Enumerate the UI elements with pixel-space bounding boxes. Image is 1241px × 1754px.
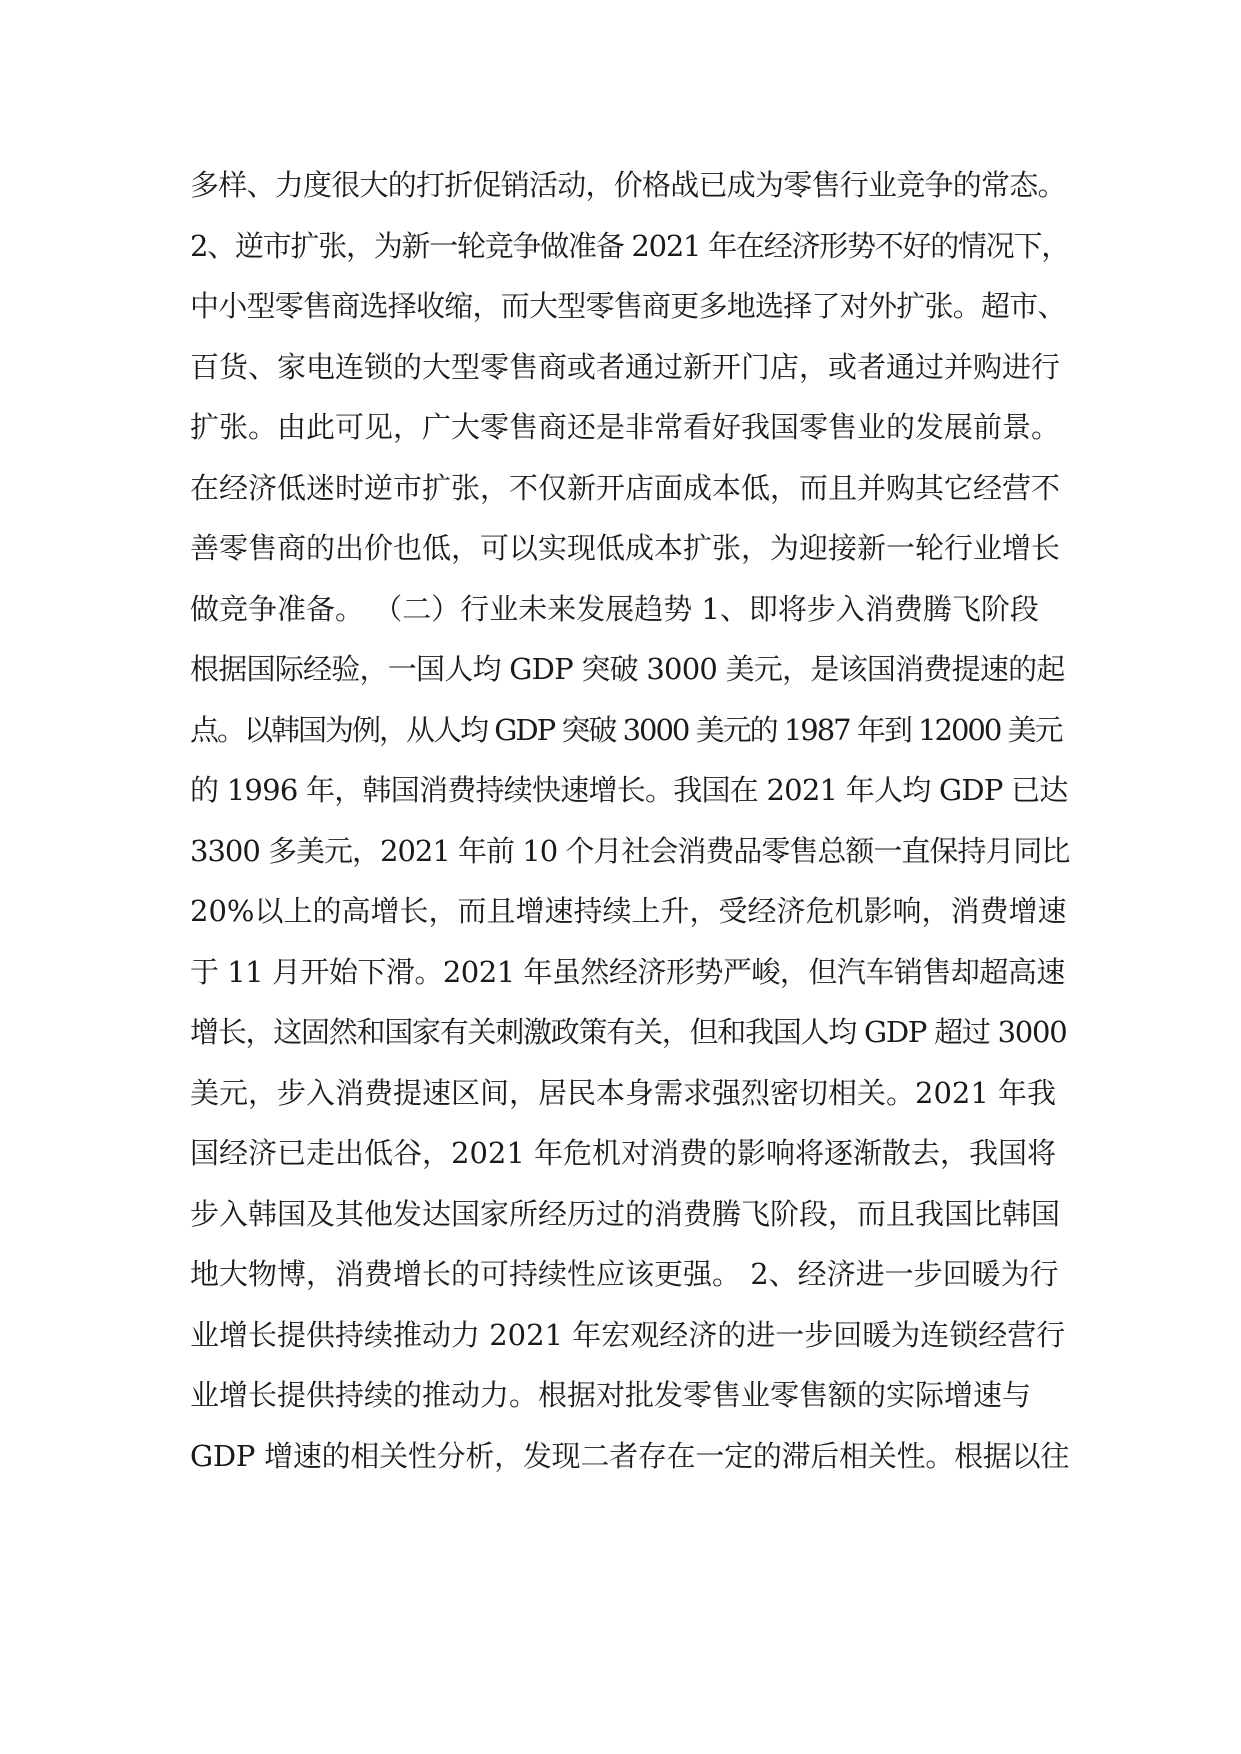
text-line-22: GDP 增速的相关性分析，发现二者存在一定的滞后相关性。根据以往 (190, 1438, 1070, 1473)
text-line-12: 3300 多美元，2021 年前 10 个月社会消费品零售总额一直保持月同比 (190, 833, 1070, 868)
text-line-13: 20%以上的高增长，而且增速持续上升，受经济危机影响，消费增速 (190, 894, 1067, 928)
text-line-3: 中小型零售商选择收缩，而大型零售商更多地选择了对外扩张。超市、 (190, 289, 1066, 323)
body-text (190, 155, 1070, 1486)
text-line-11: 的 1996 年，韩国消费持续快速增长。我国在 2021 年人均 GDP 已达 (190, 773, 1068, 807)
text-line-21: 业增长提供持续的推动力。根据对批发零售业零售额的实际增速与 (190, 1378, 1032, 1412)
text-line-4: 百货、家电连锁的大型零售商或者通过新开门店，或者通过并购进行 (190, 349, 1061, 384)
text-line-15: 增长，这固然和国家有关刺激政策有关，但和我国人均 GDP 超过 3000 (190, 1015, 1067, 1049)
text-line-9: 根据国际经验，一国人均 GDP 突破 3000 美元，是该国消费提速的起 (190, 652, 1065, 686)
text-line-17: 国经济已走出低谷，2021 年危机对消费的影响将逐渐散去，我国将 (190, 1136, 1057, 1170)
text-line-18: 步入韩国及其他发达国家所经历过的消费腾飞阶段，而且我国比韩国 (190, 1196, 1061, 1231)
text-line-16: 美元，步入消费提速区间，居民本身需求强烈密切相关。2021 年我 (190, 1075, 1057, 1110)
text-line-2: 2、逆市扩张，为新一轮竞争做准备 2021 年在经济形势不好的情况下， (190, 228, 1069, 263)
text-line-1: 多样、力度很大的打折促销活动，价格战已成为零售行业竞争的常态。 (190, 168, 1066, 202)
text-line-7: 善零售商的出价也低，可以实现低成本扩张，为迎接新一轮行业增长 (190, 531, 1061, 565)
text-line-6: 在经济低迷时逆市扩张，不仅新开店面成本低，而且并购其它经营不 (190, 470, 1061, 505)
text-line-10: 点。以韩国为例，从人均 GDP 突破 3000 美元的 1987 年到 12000 美元 (190, 712, 1062, 747)
text-line-8: 做竞争准备。 （二）行业未来发展趋势 1、即将步入消费腾飞阶段 (190, 591, 1039, 626)
text-line-20: 业增长提供持续推动力 2021 年宏观经济的进一步回暖为连锁经营行 (190, 1317, 1066, 1352)
text-line-19: 地大物博，消费增长的可持续性应该更强。 2、经济进一步回暖为行 (190, 1257, 1059, 1291)
text-line-5: 扩张。由此可见，广大零售商还是非常看好我国零售业的发展前景。 (190, 410, 1061, 444)
text-line-14: 于 11 月开始下滑。2021 年虽然经济形势严峻，但汽车销售却超高速 (190, 954, 1065, 989)
